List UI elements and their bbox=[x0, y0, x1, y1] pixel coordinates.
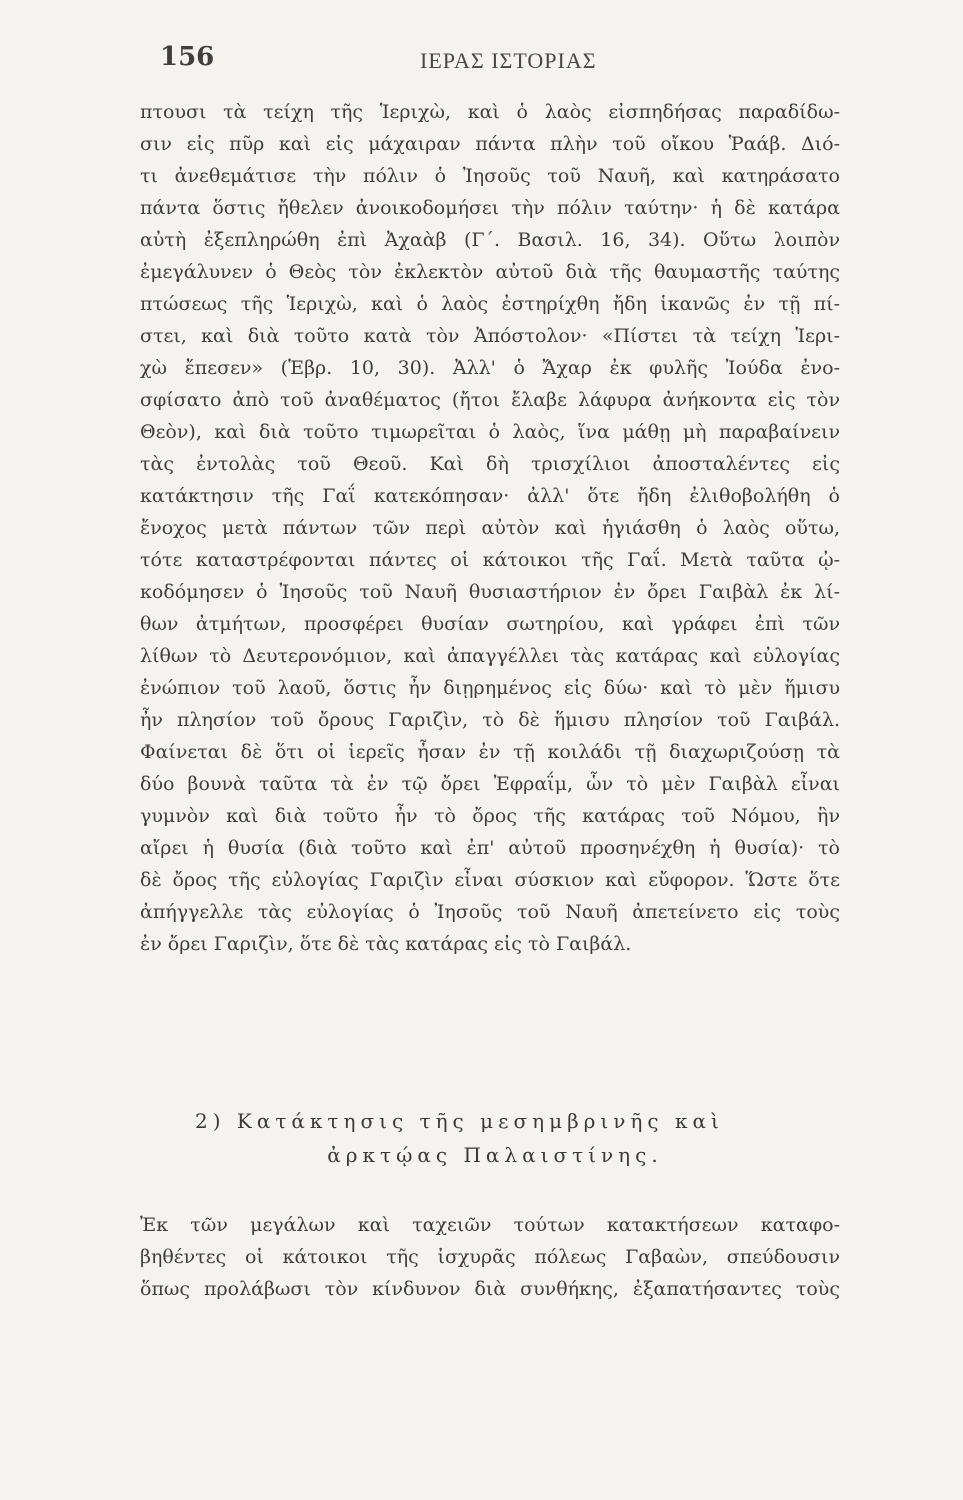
page-header bbox=[160, 42, 840, 82]
text-line: Θεὸν), καὶ διὰ τοῦτο τιμωρεῖται ὁ λαὸς, ἵνα μάθῃ μὴ παραβαίνειν bbox=[140, 421, 840, 443]
text-line: σφίσατο ἀπὸ τοῦ ἀναθέματος (ἤτοι ἔλαβε λάφυρα ἀνήκοντα εἰς τὸν bbox=[140, 389, 840, 411]
text-line: γυμνὸν καὶ διὰ τοῦτο ἦν τὸ ὄρος τῆς κατάρας τοῦ Νόμου, ἣν bbox=[140, 805, 840, 827]
section-heading-line-1: 2) Κατάκτησις τῆς μεσημβρινῆς καὶ bbox=[195, 1109, 724, 1133]
text-line: βηθέντες οἱ κάτοικοι τῆς ἰσχυρᾶς πόλεως Γαβαὼν, σπεύδουσιν bbox=[140, 1246, 840, 1268]
text-line: Φαίνεται δὲ ὅτι οἱ ἱερεῖς ἦσαν ἐν τῇ κοιλάδι τῇ διαχωριζούσῃ τὰ bbox=[140, 741, 840, 763]
text-line: τὰς ἐντολὰς τοῦ Θεοῦ. Καὶ δὴ τρισχίλιοι ἀποσταλέντες εἰς bbox=[140, 453, 840, 475]
text-line: πάντα ὅστις ἤθελεν ἀνοικοδομήσει τὴν πόλιν ταύτην· ἡ δὲ κατάρα bbox=[140, 197, 840, 219]
text-line: αὐτὴ ἐξεπληρώθη ἐπὶ Ἀχαὰβ (Γ΄. Βασιλ. 16, 34). Οὕτω λοιπὸν bbox=[140, 229, 840, 251]
text-line: κοδόμησεν ὁ Ἰησοῦς τοῦ Ναυῆ θυσιαστήριον ἐν ὄρει Γαιβὰλ ἐκ λί- bbox=[140, 581, 840, 603]
text-line: λίθων τὸ Δευτερονόμιον, καὶ ἀπαγγέλλει τὰς κατάρας καὶ εὐλογίας bbox=[140, 645, 840, 667]
section-heading-line-2: ἀρκτῴας Παλαιστίνης. bbox=[327, 1143, 663, 1167]
text-line: Ἐκ τῶν μεγάλων καὶ ταχειῶν τούτων κατακτήσεων καταφο- bbox=[140, 1214, 840, 1236]
text-line: ἐν ὄρει Γαριζὶν, ὅτε δὲ τὰς κατάρας εἰς τὸ Γαιβάλ. bbox=[140, 933, 632, 955]
paragraph-section bbox=[140, 1209, 840, 1305]
text-line: πτώσεως τῆς Ἱεριχὼ, καὶ ὁ λαὸς ἐστηρίχθη ἤδη ἱκανῶς ἐν τῇ πί- bbox=[140, 293, 840, 315]
text-line: ἐμεγάλυνεν ὁ Θεὸς τὸν ἐκλεκτὸν αὐτοῦ διὰ τῆς θαυμαστῆς ταύτης bbox=[140, 261, 840, 283]
text-line: θων ἀτμήτων, προσφέρει θυσίαν σωτηρίου, καὶ γράφει ἐπὶ τῶν bbox=[140, 613, 840, 635]
text-line: δύο βουνὰ ταῦτα τὰ ἐν τῷ ὄρει Ἐφραΐμ, ὧν τὸ μὲν Γαιβὰλ εἶναι bbox=[140, 773, 840, 795]
text-line: τι ἀνεθεμάτισε τὴν πόλιν ὁ Ἰησοῦς τοῦ Ναυῆ, καὶ κατηράσατο bbox=[140, 165, 840, 187]
text-line: πτουσι τὰ τείχη τῆς Ἱεριχὼ, καὶ ὁ λαὸς εἰσπηδήσας παραδίδω- bbox=[140, 101, 840, 123]
text-line: χὼ ἔπεσεν» (Ἑβρ. 10, 30). Ἀλλ' ὁ Ἄχαρ ἐκ φυλῆς Ἰούδα ἐνο- bbox=[140, 357, 840, 379]
text-line: στει, καὶ διὰ τοῦτο κατὰ τὸν Ἀπόστολον· «Πίστει τὰ τείχη Ἱερι- bbox=[140, 325, 840, 347]
running-title: ΙΕΡΑΣ ΙΣΤΟΡΙΑΣ bbox=[420, 48, 597, 73]
paragraph-main bbox=[140, 96, 840, 960]
text-line: δὲ ὄρος τῆς εὐλογίας Γαριζὶν εἶναι σύσκιον καὶ εὔφορον. Ὥστε ὅτε bbox=[140, 869, 840, 891]
text-line: κατάκτησιν τῆς Γαΐ κατεκόπησαν· ἀλλ' ὅτε ἤδη ἐλιθοβολήθη ὁ bbox=[140, 485, 840, 507]
text-line: σιν εἰς πῦρ καὶ εἰς μάχαιραν πάντα πλὴν τοῦ οἴκου Ῥαάβ. Διό- bbox=[140, 133, 840, 155]
text-line: αἴρει ἡ θυσία (διὰ τοῦτο καὶ ἐπ' αὐτοῦ προσηνέχθη ἡ θυσία)· τὸ bbox=[140, 837, 840, 859]
text-line: ἀπήγγελλε τὰς εὐλογίας ὁ Ἰησοῦς τοῦ Ναυῆ ἀπετείνετο εἰς τοὺς bbox=[140, 901, 840, 923]
text-line: τότε καταστρέφονται πάντες οἱ κάτοικοι τῆς Γαΐ. Μετὰ ταῦτα ᾠ- bbox=[140, 549, 840, 571]
text-line: ἦν πλησίον τοῦ ὄρους Γαριζὶν, τὸ δὲ ἥμισυ πλησίον τοῦ Γαιβάλ. bbox=[140, 709, 840, 731]
text-line: ὅπως προλάβωσι τὸν κίνδυνον διὰ συνθήκης, ἐξαπατήσαντες τοὺς bbox=[140, 1278, 840, 1300]
text-line: ἔνοχος μετὰ πάντων τῶν περὶ αὐτὸν καὶ ἡγιάσθη ὁ λαὸς οὕτω, bbox=[140, 517, 840, 539]
text-line: ἐνώπιον τοῦ λαοῦ, ὅστις ἦν διῃρημένος εἰς δύω· καὶ τὸ μὲν ἥμισυ bbox=[140, 677, 840, 699]
page-number: 156 bbox=[160, 42, 215, 72]
section-heading bbox=[195, 1104, 795, 1172]
